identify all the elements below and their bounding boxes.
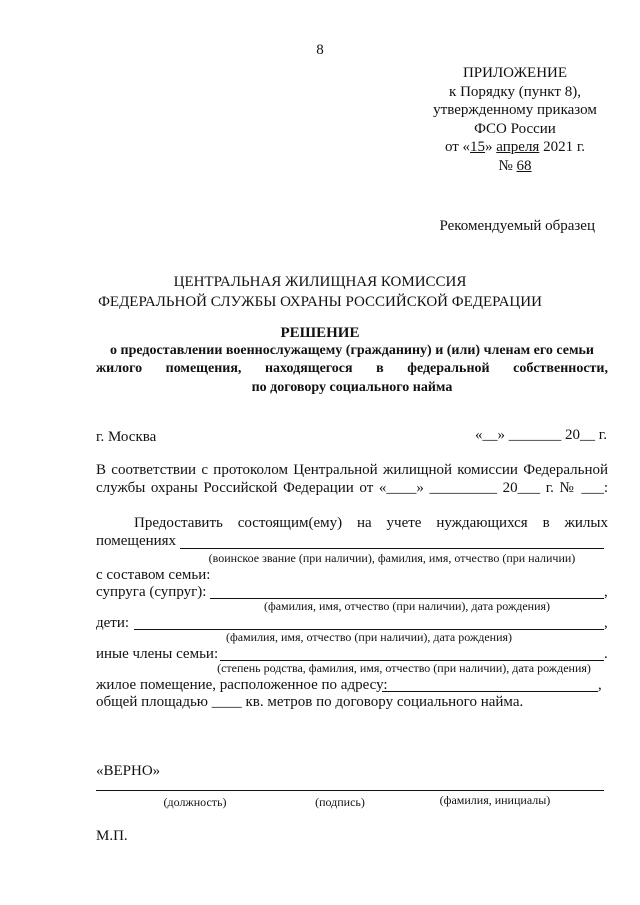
appendix-line1: к Порядку (пункт 8), (449, 83, 581, 100)
decision-title: РЕШЕНИЕ (280, 325, 360, 341)
appendix-block (420, 64, 610, 175)
appendix-date-day: 15 (470, 139, 486, 155)
appendix-number: № 68 (498, 157, 532, 174)
para1-line1: В соответствии с протоколом Центральной жилищной комиссии Федеральной (96, 462, 608, 478)
spouse-label: супруга (супруг): (96, 584, 207, 600)
family-title: с составом семьи: (96, 567, 211, 583)
signature-line (96, 790, 604, 791)
appendix-line3: ФСО России (474, 120, 556, 137)
address-label: жилое помещение, расположенное по адресу: (96, 677, 388, 693)
verified-label: «ВЕРНО» (96, 763, 161, 779)
appendix-date-month: апреля (496, 139, 540, 155)
children-hint: (фамилия, имя, отчество (при наличии), дата рождения) (225, 630, 513, 644)
decision-subtitle-2: жилого помещения, находящегося в федеральной собственности, (96, 361, 608, 376)
organization-header (60, 272, 580, 312)
para2-fill-line (180, 548, 604, 549)
children-label: дети: (96, 615, 130, 631)
spouse-hint: (фамилия, имя, отчество (при наличии), дата рождения) (263, 599, 551, 613)
signature-position-hint: (должность) (163, 795, 227, 809)
org-line2: ФЕДЕРАЛЬНОЙ СЛУЖБЫ ОХРАНЫ РОССИЙСКОЙ ФЕДЕРАЦИИ (98, 294, 542, 310)
spouse-comma: , (604, 584, 608, 600)
page-number: 8 (316, 42, 324, 58)
others-label: иные члены семьи: (96, 646, 219, 662)
para2-label: помещениях (96, 533, 177, 549)
appendix-date: от «15» апреля 2021 г. (444, 139, 586, 155)
para1-line2: службы охраны Российской Федерации от «____» _________ 20___ г. № ___: (96, 480, 608, 496)
stamp-place: М.П. (96, 828, 128, 844)
appendix-title: ПРИЛОЖЕНИЕ (462, 65, 568, 81)
appendix-line2: утвержденному приказом (433, 102, 597, 118)
decision-subtitle-3: по договору социального найма (251, 380, 453, 395)
place: г. Москва (96, 429, 157, 445)
decision-subtitle-1: о предоставлении военнослужащему (гражданину) и (или) членам его семьи (110, 343, 594, 358)
org-line1: ЦЕНТРАЛЬНАЯ ЖИЛИЩНАЯ КОМИССИЯ (173, 274, 467, 290)
address-fill-line (382, 691, 598, 692)
area-line: общей площадью ____ кв. метров по договору социального найма. (96, 694, 524, 710)
others-period: . (604, 646, 608, 662)
para2-line1: Предоставить состоящим(ему) на учете нуждающихся в жилых (134, 515, 608, 531)
address-comma: , (598, 677, 602, 693)
signature-sign-hint: (подпись) (315, 795, 365, 809)
others-hint: (степень родства, фамилия, имя, отчество (при наличии), дата рождения) (217, 661, 591, 675)
recommended-sample: Рекомендуемый образец (439, 218, 595, 234)
children-comma: , (604, 615, 608, 631)
date-line: «__» _______ 20__ г. (475, 427, 607, 443)
signature-name-hint: (фамилия, инициалы) (439, 793, 551, 807)
para2-hint: (воинское звание (при наличии), фамилия, имя, отчество (при наличии) (208, 551, 576, 565)
